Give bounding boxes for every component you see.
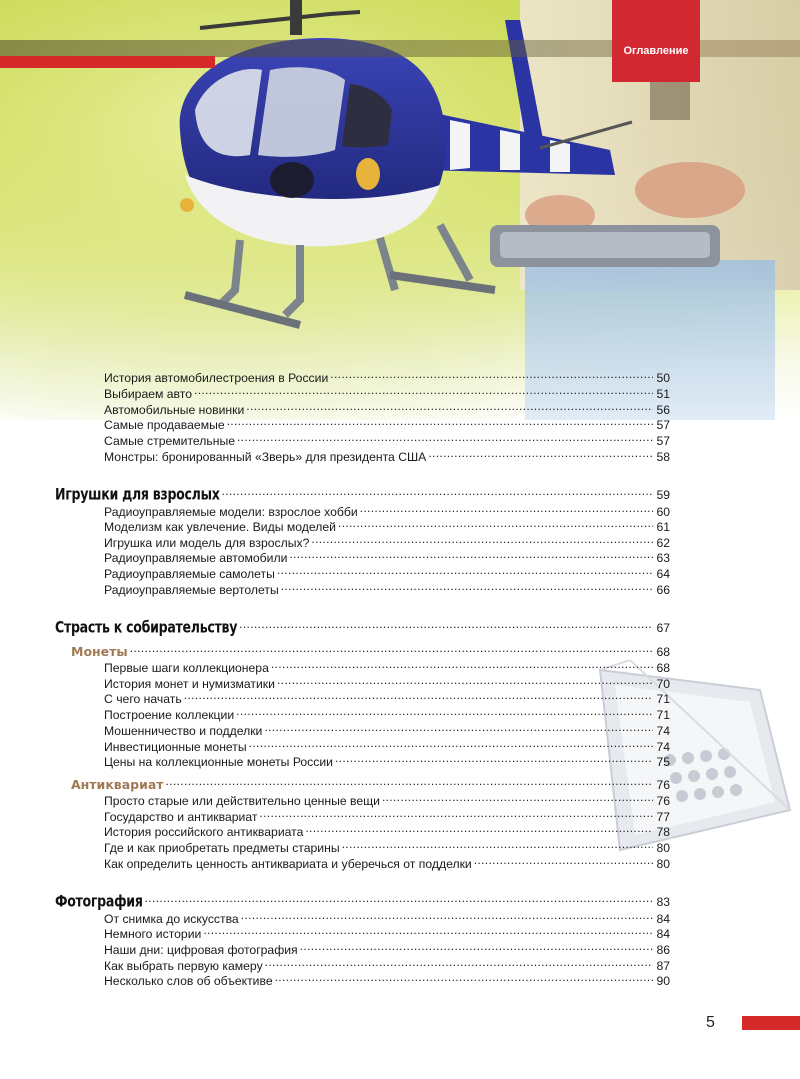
toc-entry-page: 59 — [656, 488, 670, 502]
toc-entry-page: 50 — [656, 371, 670, 385]
toc-leader-dots — [382, 790, 654, 805]
toc-entry-page: 71 — [656, 708, 670, 722]
toc-leader-dots — [184, 688, 654, 703]
toc-leader-dots — [264, 720, 653, 735]
toc-entry-page: 84 — [656, 927, 670, 941]
toc-entry-page: 64 — [656, 567, 670, 581]
toc-entry-page: 80 — [656, 841, 670, 855]
header-red-stripe — [0, 56, 215, 68]
toc-section-title: Фотография — [55, 892, 143, 912]
toc-leader-dots — [360, 501, 654, 516]
toc-entry-page: 57 — [656, 418, 670, 432]
toc-entry-title: Государство и антиквариат — [104, 810, 258, 824]
toc-entry-title: История автомобилестроения в России — [104, 371, 329, 385]
toc-entry-page: 56 — [656, 403, 670, 417]
toc-entry-page: 77 — [656, 810, 670, 824]
toc-leader-dots — [241, 908, 654, 923]
toc-entry-title: История монет и нумизматики — [104, 677, 275, 691]
header-band — [0, 40, 612, 57]
toc-leader-dots — [203, 923, 653, 938]
toc-entry-title: Радиоуправляемые модели: взрослое хобби — [104, 505, 358, 519]
toc-leader-dots — [239, 617, 653, 632]
toc-entry-page: 78 — [656, 825, 670, 839]
toc-entry-page: 83 — [656, 895, 670, 909]
toc-entry-page: 90 — [656, 974, 670, 988]
toc-section-title: Страсть к собирательству — [55, 618, 238, 638]
toc-entry-title: Радиоуправляемые автомобили — [104, 551, 288, 565]
toc-leader-dots — [335, 751, 653, 766]
toc-entry-page: 66 — [656, 583, 670, 597]
toc-leader-dots — [237, 430, 653, 445]
toc-entry-title: Цены на коллекционные монеты России — [104, 755, 333, 769]
toc-entry-title: Самые продаваемые — [104, 418, 225, 432]
toc-entry-title: Монстры: бронированный «Зверь» для президента США — [104, 450, 427, 464]
toc-leader-dots — [289, 547, 653, 562]
toc-entry-page: 76 — [656, 778, 670, 792]
page-number: 5 — [706, 1014, 715, 1031]
toc-leader-dots — [277, 563, 654, 578]
toc-entry-page: 76 — [656, 794, 670, 808]
toc-entry-title: Первые шаги коллекционера — [104, 661, 269, 675]
toc-leader-dots — [271, 657, 654, 672]
toc-leader-dots — [249, 736, 654, 751]
toc-entry-title: Как выбрать первую камеру — [104, 959, 263, 973]
toc-leader-dots — [311, 532, 653, 547]
toc-entry-page: 60 — [656, 505, 670, 519]
toc-entry-title: Выбираем авто — [104, 387, 192, 401]
toc-leader-dots — [428, 446, 653, 461]
toc-entry-title: Построение коллекции — [104, 708, 235, 722]
toc-leader-dots — [265, 955, 654, 970]
toc-entry-page: 68 — [656, 645, 670, 659]
header-band-right — [700, 40, 800, 57]
toc-leader-dots — [246, 399, 653, 414]
toc-entry-title: Немного истории — [104, 927, 202, 941]
toc-entry-title: Радиоуправляемые вертолеты — [104, 583, 279, 597]
toc-entry-page: 63 — [656, 551, 670, 565]
toc-subsection-title: Монеты — [71, 644, 128, 659]
footer-red-bar — [742, 1016, 800, 1030]
toc-entry-page: 74 — [656, 724, 670, 738]
toc-leader-dots — [281, 579, 654, 594]
toc-leader-dots — [330, 367, 653, 382]
toc-entry[interactable] — [104, 446, 670, 465]
toc-leader-dots — [305, 821, 653, 836]
toc-leader-dots — [277, 673, 653, 688]
toc-entry-page: 74 — [656, 740, 670, 754]
toc-entry-page: 75 — [656, 755, 670, 769]
toc-leader-dots — [222, 484, 654, 499]
toc-subsection-title: Антиквариат — [71, 777, 164, 792]
section-tab — [612, 0, 700, 82]
toc-entry-page: 84 — [656, 912, 670, 926]
toc-entry-page: 80 — [656, 857, 670, 871]
toc-entry-page: 71 — [656, 692, 670, 706]
toc-entry-title: С чего начать — [104, 692, 182, 706]
section-tab-label: Оглавление — [623, 45, 689, 57]
toc-entry-title: Автомобильные новинки — [104, 403, 245, 417]
toc-leader-dots — [130, 641, 654, 656]
toc-leader-dots — [474, 853, 654, 868]
toc-entry-page: 62 — [656, 536, 670, 550]
toc-entry-page: 51 — [656, 387, 670, 401]
toc-entry-page: 87 — [656, 959, 670, 973]
toc-leader-dots — [145, 891, 654, 906]
toc-entry[interactable] — [104, 751, 670, 770]
toc-entry-title: Где и как приобретать предметы старины — [104, 841, 340, 855]
toc-entry-title: Самые стремительные — [104, 434, 235, 448]
toc-entry-title: От снимка до искусства — [104, 912, 239, 926]
toc-leader-dots — [342, 837, 654, 852]
toc-entry-title: Радиоуправляемые самолеты — [104, 567, 275, 581]
toc-leader-dots — [338, 516, 654, 531]
toc-leader-dots — [227, 414, 654, 429]
toc-leader-dots — [275, 970, 654, 985]
toc-entry[interactable] — [104, 853, 670, 872]
toc-entry[interactable] — [104, 579, 670, 598]
toc-leader-dots — [259, 806, 653, 821]
toc-entry-title: Наши дни: цифровая фотография — [104, 943, 298, 957]
toc-leader-dots — [194, 383, 653, 398]
toc-entry-title: Мошенничество и подделки — [104, 724, 263, 738]
toc-leader-dots — [300, 939, 654, 954]
toc-entry-title: История российского антиквариата — [104, 825, 304, 839]
toc-entry-page: 58 — [656, 450, 670, 464]
toc-entry-title: Несколько слов об объективе — [104, 974, 273, 988]
toc-entry-title: Моделизм как увлечение. Виды моделей — [104, 520, 336, 534]
toc-entry-page: 57 — [656, 434, 670, 448]
toc-section-title: Игрушки для взрослых — [55, 485, 220, 505]
toc-entry-title: Инвестиционные монеты — [104, 740, 247, 754]
toc-leader-dots — [166, 774, 654, 789]
toc-entry-page: 68 — [656, 661, 670, 675]
toc-entry-page: 86 — [656, 943, 670, 957]
toc-entry-page: 67 — [656, 621, 670, 635]
toc-section-heading[interactable] — [55, 617, 670, 636]
toc-entry-page: 61 — [656, 520, 670, 534]
toc-entry-page: 70 — [656, 677, 670, 691]
toc-entry-title: Игрушка или модель для взрослых? — [104, 536, 310, 550]
toc-leader-dots — [236, 704, 653, 719]
toc-entry[interactable] — [104, 970, 670, 989]
toc-entry-title: Как определить ценность антиквариата и уберечься от подделки — [104, 857, 472, 871]
toc-entry-title: Просто старые или действительно ценные вещи — [104, 794, 380, 808]
